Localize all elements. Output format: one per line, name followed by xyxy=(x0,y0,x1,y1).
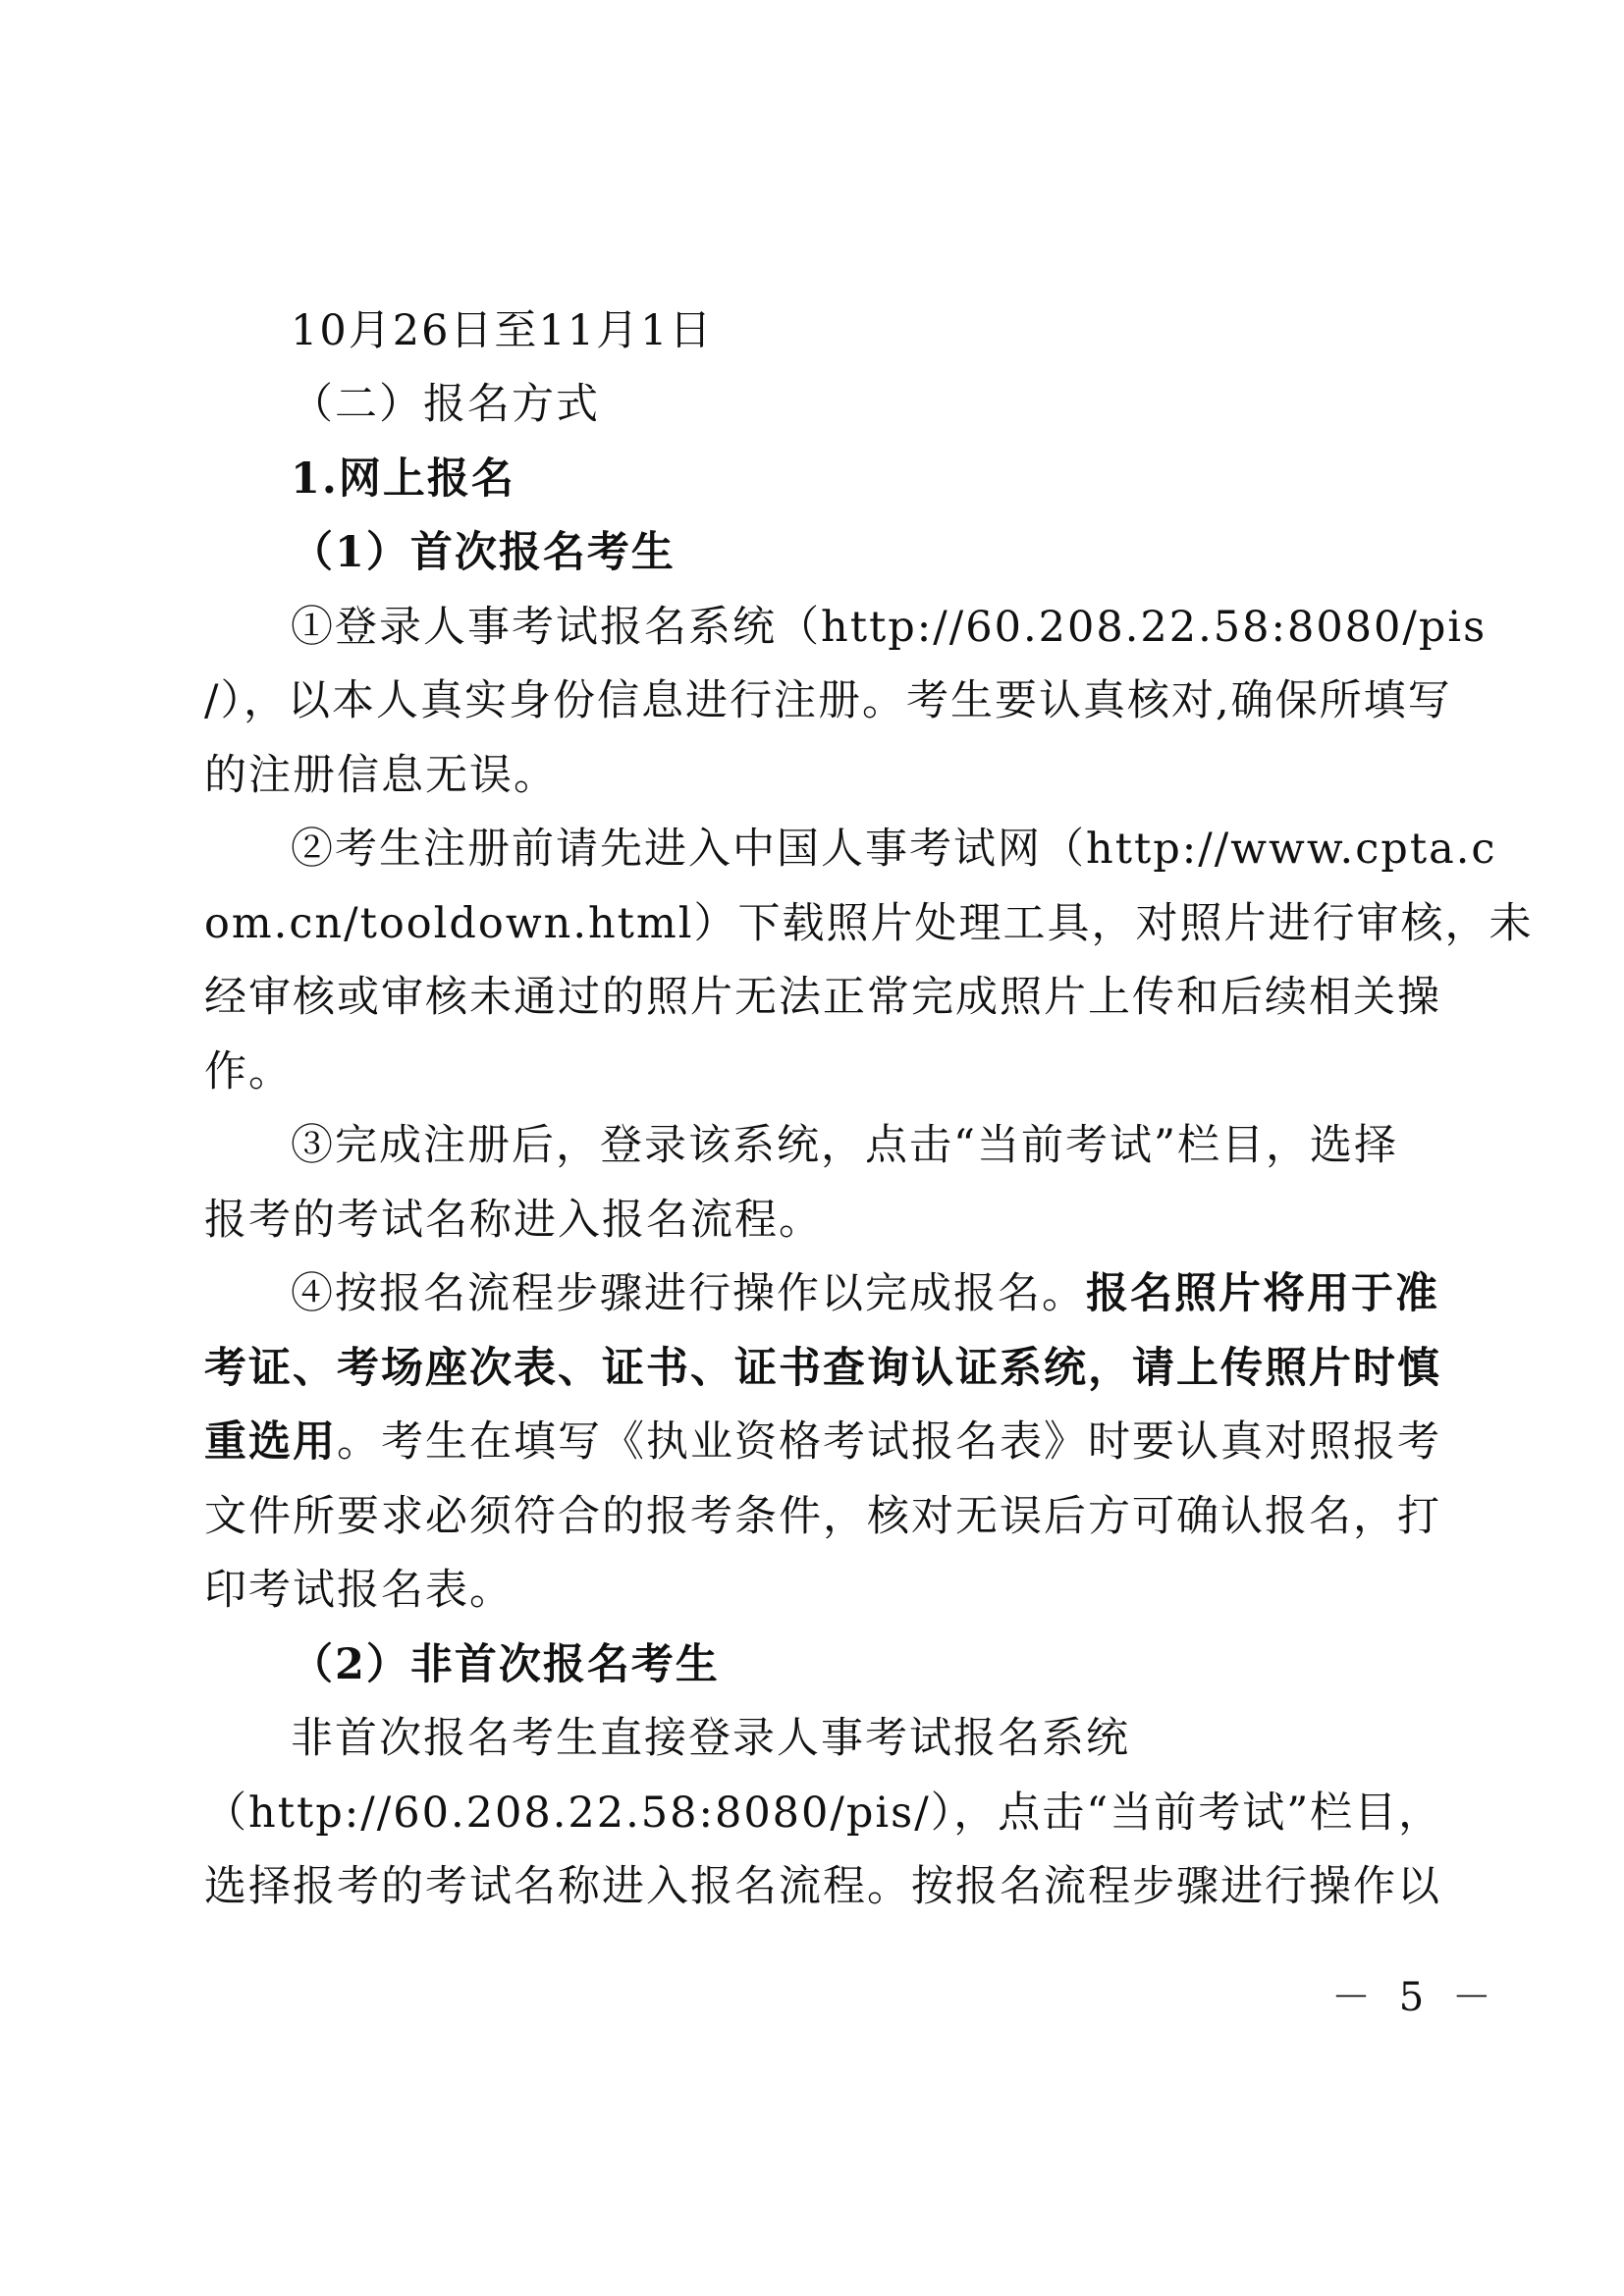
paragraph-step1-line2: /），以本人真实身份信息进行注册。考生要认真核对,确保所填写 xyxy=(204,676,1452,725)
paragraph-step3-line2: 报考的考试名称进入报名流程。 xyxy=(204,1196,823,1245)
paragraph-step4-line4: 文件所要求必须符合的报考条件，核对无误后方可确认报名，打 xyxy=(204,1492,1441,1541)
paragraph-step2-line3: 经审核或审核未通过的照片无法正常完成照片上传和后续相关操 xyxy=(204,973,1441,1022)
paragraph-step4-line1 xyxy=(291,1269,1518,1318)
step4-bold-end: 重选用 xyxy=(204,1417,337,1467)
paragraph-returning-line1: 非首次报名考生直接登录人事考试报名系统 xyxy=(291,1714,1130,1763)
paragraph-returning-line2: （http://60.208.22.58:8080/pis/），点击“当前考试”栏目， xyxy=(204,1789,1443,1838)
page-number: － 5 － xyxy=(1331,1975,1499,2020)
paragraph-step2-line2: om.cn/tooldown.html）下载照片处理工具，对照片进行审核，未 xyxy=(204,899,1534,948)
step4-bold-text: 报名照片将用于准 xyxy=(1086,1269,1439,1318)
subheading-online-registration: 1.网上报名 xyxy=(291,454,515,504)
section-heading-registration-method: （二）报名方式 xyxy=(291,380,600,429)
paragraph-step1-line1: ①登录人事考试报名系统（http://60.208.22.58:8080/pis xyxy=(291,603,1488,652)
paragraph-step2-line1: ②考生注册前请先进入中国人事考试网（http://www.cpta.c xyxy=(291,825,1497,874)
paragraph-step2-line4: 作。 xyxy=(204,1047,293,1096)
paragraph-step4-line2: 考证、考场座次表、证书、证书查询认证系统，请上传照片时慎 xyxy=(204,1344,1441,1393)
step4-normal-continuation: 。考生在填写《执业资格考试报名表》时要认真对照报考 xyxy=(337,1417,1441,1467)
paragraph-step4-line5: 印考试报名表。 xyxy=(204,1566,514,1615)
paragraph-step1-line3: 的注册信息无误。 xyxy=(204,751,558,800)
paragraph-returning-line3: 选择报考的考试名称进入报名流程。按报名流程步骤进行操作以 xyxy=(204,1862,1441,1911)
paragraph-step4-line3 xyxy=(204,1417,1441,1467)
step4-normal-text: ④按报名流程步骤进行操作以完成报名。 xyxy=(291,1269,1086,1318)
subheading-first-time-candidates: （1）首次报名考生 xyxy=(291,528,676,577)
subheading-returning-candidates: （2）非首次报名考生 xyxy=(291,1640,720,1689)
paragraph-step3-line1: ③完成注册后，登录该系统，点击“当前考试”栏目，选择 xyxy=(291,1121,1398,1170)
date-range-line: 10月26日至11月1日 xyxy=(291,306,714,355)
